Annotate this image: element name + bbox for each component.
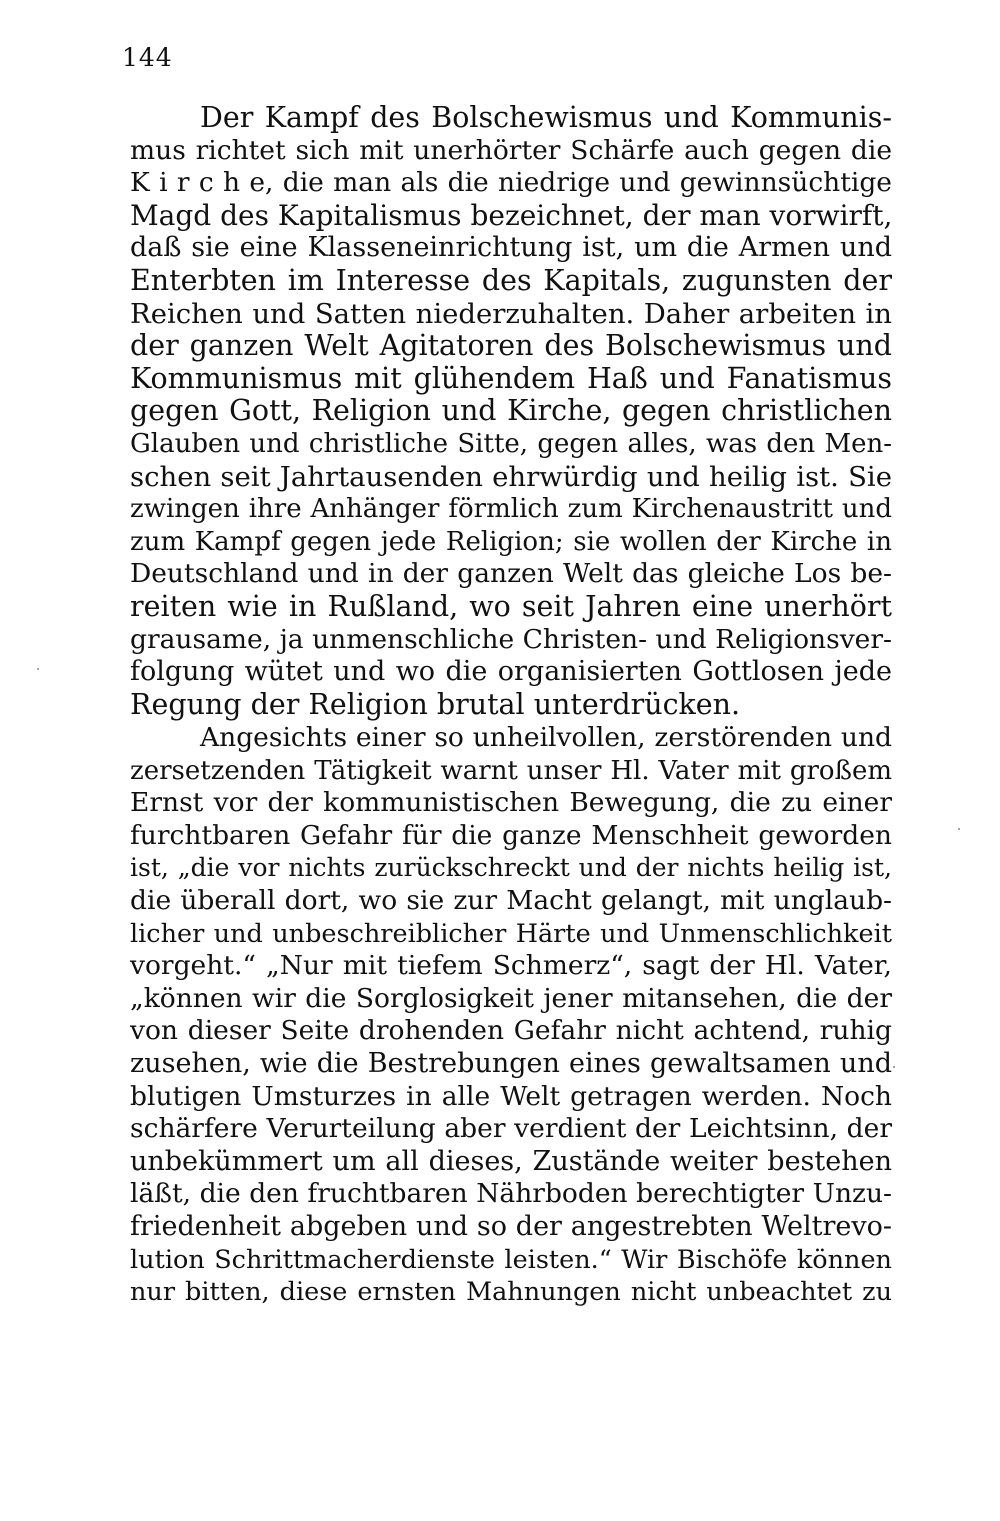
text-line: nur bitten, diese ernsten Mahnungen nicht unbeachtet zu	[130, 1277, 892, 1308]
text-line: folgung wütet und wo die organisierten Gottlosen jede	[130, 656, 892, 688]
text-line: läßt, die den fruchtbaren Nährboden berechtigter Unzu-	[130, 1178, 892, 1210]
scan-speck	[958, 828, 960, 830]
text-line: zum Kampf gegen jede Religion; sie wollen der Kirche in	[130, 526, 892, 557]
text-line: unbekümmert um all dieses, Zustände weiter bestehen	[130, 1145, 892, 1177]
text-line: Reichen und Satten niederzuhalten. Daher arbeiten in	[130, 297, 892, 330]
text-line: zwingen ihre Anhänger förmlich zum Kirchenaustritt und	[130, 494, 892, 525]
text-line: licher und unbeschreiblicher Härte und Unmenschlichkeit	[130, 918, 892, 949]
text-line: schärfere Verurteilung aber verdient der Leichtsinn, der	[130, 1113, 892, 1145]
text-line: Glauben und christliche Sitte, gegen alles, was den Men-	[130, 428, 892, 459]
text-line: der ganzen Welt Agitatoren des Bolschewismus und	[130, 329, 892, 363]
scan-speck	[893, 1066, 895, 1068]
text-line: grausame, ja unmenschliche Christen- und Religionsver-	[130, 623, 892, 655]
text-line: Der Kampf des Bolschewismus und Kommunis-	[200, 101, 892, 134]
text-line: lution Schrittmacherdienste leisten.“ Wir Bischöfe können	[130, 1244, 892, 1275]
text-line: zusehen, wie die Bestrebungen eines gewaltsamen und	[130, 1047, 892, 1079]
text-line: schen seit Jahrtausenden ehrwürdig und heilig ist. Sie	[130, 460, 892, 493]
text-line: zersetzenden Tätigkeit warnt unser Hl. Vater mit großem	[130, 755, 892, 786]
text-line: die überall dort, wo sie zur Macht gelangt, mit unglaub-	[130, 884, 892, 916]
text-line: reiten wie in Rußland, wo seit Jahren eine unerhört	[130, 589, 892, 623]
text-line: Magd des Kapitalismus bezeichnet, der man vorwirft,	[130, 198, 893, 232]
text-line: Kommunismus mit glühendem Haß und Fanatismus	[130, 361, 892, 395]
text-line: furchtbaren Gefahr für die ganze Menschheit geworden	[130, 819, 892, 851]
text-line: ist, „die vor nichts zurückschreckt und der nichts heilig ist,	[130, 853, 892, 883]
paragraph-1	[130, 102, 892, 721]
paragraph-2	[130, 722, 892, 1309]
text-line: Ernst vor der kommunistischen Bewegung, die zu einer	[130, 787, 892, 819]
scan-speck	[37, 668, 39, 670]
text-line: daß sie eine Klasseneinrichtung ist, um die Armen und	[130, 232, 892, 264]
text-line: Regung der Religion brutal unterdrücken.	[130, 687, 741, 721]
text-line: blutigen Umsturzes in alle Welt getragen werden. Noch	[130, 1080, 892, 1112]
text-line: vorgeht.“ „Nur mit tiefem Schmerz“, sagt der Hl. Vater,	[130, 950, 892, 982]
text-line: friedenheit abgeben und so der angestrebten Weltrevo-	[130, 1210, 892, 1242]
text-line: Deutschland und in der ganzen Welt das gleiche Los be-	[130, 558, 892, 590]
text-line: mus richtet sich mit unerhörter Schärfe auch gegen die	[130, 134, 892, 166]
text-line: Enterbten im Interesse des Kapitals, zugunsten der	[130, 263, 892, 297]
text-line: von dieser Seite drohenden Gefahr nicht achtend, ruhig	[130, 1015, 892, 1047]
text-line: K i r c h e, die man als die niedrige und gewinnsüchtige	[130, 167, 892, 199]
text-line: „können wir die Sorglosigkeit jener mitansehen, die der	[130, 982, 892, 1014]
text-line: Angesichts einer so unheilvollen, zerstörenden und	[200, 722, 892, 753]
text-line: gegen Gott, Religion und Kirche, gegen christlichen	[130, 394, 892, 428]
page-number: 144	[122, 43, 173, 72]
